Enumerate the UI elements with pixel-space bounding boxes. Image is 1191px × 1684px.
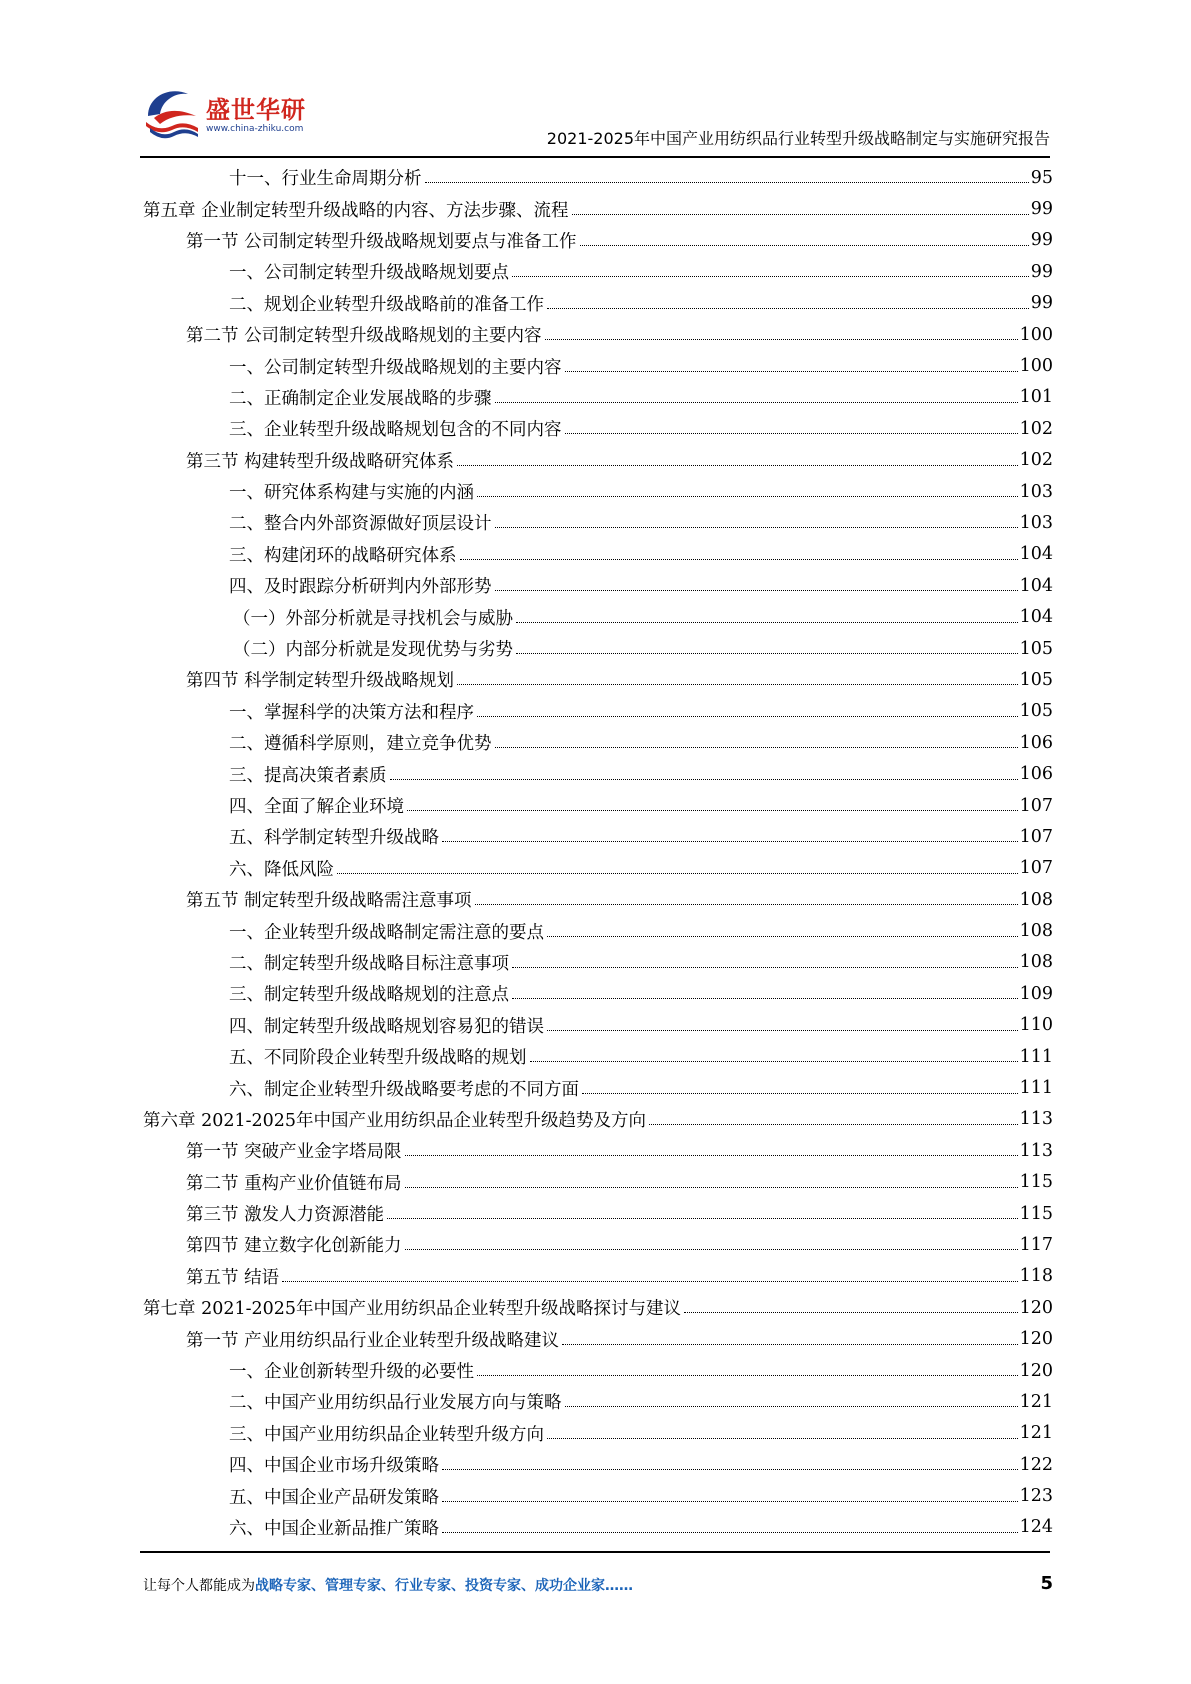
toc-entry-page: 107 [1019, 858, 1053, 879]
toc-entry-page: 108 [1019, 952, 1053, 973]
toc-entry[interactable] [143, 915, 1053, 946]
toc-leader-dots [565, 371, 1018, 372]
toc-entry[interactable] [143, 193, 1053, 224]
toc-entry-page: 123 [1019, 1486, 1053, 1507]
toc-entry[interactable] [143, 445, 1053, 476]
toc-leader-dots [516, 653, 1018, 654]
toc-leader-dots [562, 1344, 1018, 1345]
toc-entry-title: 四、及时跟踪分析研判内外部形势 [229, 573, 495, 598]
page-footer [143, 1575, 1053, 1599]
toc-entry-page: 105 [1019, 638, 1053, 659]
toc-leader-dots [495, 527, 1018, 528]
toc-leader-dots [547, 1438, 1018, 1439]
toc-leader-dots [565, 433, 1018, 434]
toc-entry[interactable] [143, 225, 1053, 256]
toc-entry-title: 第五章 企业制定转型升级战略的内容、方法步骤、流程 [143, 197, 572, 222]
toc-entry[interactable] [143, 1041, 1053, 1072]
toc-leader-dots [512, 276, 1029, 277]
toc-entry-title: 一、研究体系构建与实施的内涵 [229, 479, 477, 504]
toc-entry-title: 四、制定转型升级战略规划容易犯的错误 [229, 1013, 547, 1038]
toc-entry-page: 118 [1019, 1266, 1053, 1287]
toc-entry[interactable] [143, 1418, 1053, 1449]
toc-leader-dots [442, 1469, 1018, 1470]
toc-entry-title: 第四节 建立数字化创新能力 [186, 1232, 405, 1257]
toc-entry-page: 111 [1019, 1046, 1053, 1067]
toc-entry-title: 一、企业转型升级战略制定需注意的要点 [229, 919, 547, 944]
toc-entry-title: 第五节 结语 [186, 1264, 282, 1289]
toc-entry[interactable] [143, 947, 1053, 978]
toc-entry[interactable] [143, 601, 1053, 632]
toc-entry[interactable] [143, 539, 1053, 570]
toc-leader-dots [512, 998, 1018, 999]
toc-entry-title: 一、公司制定转型升级战略规划的主要内容 [229, 354, 565, 379]
header-divider [140, 156, 1050, 158]
toc-entry-page: 115 [1019, 1172, 1053, 1193]
toc-entry-title: 第二节 公司制定转型升级战略规划的主要内容 [186, 322, 545, 347]
toc-leader-dots [405, 1187, 1018, 1188]
toc-entry-title: 四、全面了解企业环境 [229, 793, 407, 818]
toc-leader-dots [582, 1093, 1018, 1094]
toc-entry-page: 95 [1030, 167, 1053, 188]
toc-entry-title: 三、制定转型升级战略规划的注意点 [229, 981, 512, 1006]
toc-leader-dots [405, 1249, 1018, 1250]
toc-entry-page: 106 [1019, 764, 1053, 785]
toc-entry-title: 第三节 激发人力资源潜能 [186, 1201, 387, 1226]
toc-entry-page: 99 [1030, 293, 1053, 314]
toc-leader-dots [495, 590, 1018, 591]
toc-entry-page: 108 [1019, 889, 1053, 910]
toc-leader-dots [477, 716, 1018, 717]
toc-leader-dots [580, 245, 1029, 246]
toc-entry-page: 99 [1030, 230, 1053, 251]
toc-entry-page: 99 [1030, 261, 1053, 282]
toc-entry-title: 第三节 构建转型升级战略研究体系 [186, 448, 457, 473]
toc-leader-dots [684, 1312, 1018, 1313]
toc-entry-page: 105 [1019, 701, 1053, 722]
toc-entry[interactable] [143, 696, 1053, 727]
toc-entry[interactable] [143, 727, 1053, 758]
toc-entry[interactable] [143, 382, 1053, 413]
toc-entry-page: 120 [1019, 1360, 1053, 1381]
page-header [140, 82, 1050, 152]
toc-entry-title: 第四节 科学制定转型升级战略规划 [186, 667, 457, 692]
toc-entry-title: 一、公司制定转型升级战略规划要点 [229, 259, 512, 284]
toc-entry-page: 104 [1019, 575, 1053, 596]
toc-entry-title: 第七章 2021-2025年中国产业用纺织品企业转型升级战略探讨与建议 [143, 1295, 684, 1320]
toc-leader-dots [337, 873, 1018, 874]
report-title: 2021-2025年中国产业用纺织品行业转型升级战略制定与实施研究报告 [546, 129, 1050, 148]
toc-entry-page: 121 [1019, 1423, 1053, 1444]
toc-entry-page: 100 [1019, 356, 1053, 377]
toc-entry[interactable] [143, 853, 1053, 884]
toc-entry-title: 第一节 产业用纺织品行业企业转型升级战略建议 [186, 1327, 562, 1352]
toc-entry-page: 115 [1019, 1203, 1053, 1224]
toc-entry-page: 120 [1019, 1297, 1053, 1318]
toc-entry[interactable] [143, 350, 1053, 381]
toc-entry[interactable] [143, 1167, 1053, 1198]
toc-entry-page: 106 [1019, 732, 1053, 753]
toc-entry-page: 104 [1019, 544, 1053, 565]
toc-entry-title: 六、制定企业转型升级战略要考虑的不同方面 [229, 1076, 582, 1101]
toc-entry-page: 107 [1019, 795, 1053, 816]
toc-entry[interactable] [143, 319, 1053, 350]
toc-entry-title: （二）内部分析就是发现优势与劣势 [233, 636, 516, 661]
toc-entry-title: 五、中国企业产品研发策略 [229, 1484, 442, 1509]
toc-entry-title: 二、中国产业用纺织品行业发展方向与策略 [229, 1389, 565, 1414]
toc-entry-page: 109 [1019, 983, 1053, 1004]
toc-entry-title: 五、不同阶段企业转型升级战略的规划 [229, 1044, 530, 1069]
toc-entry[interactable] [143, 1355, 1053, 1386]
toc-leader-dots [477, 1375, 1018, 1376]
toc-entry-title: 第二节 重构产业价值链布局 [186, 1170, 405, 1195]
toc-entry[interactable] [143, 162, 1053, 193]
toc-leader-dots [547, 308, 1029, 309]
toc-entry[interactable] [143, 1449, 1053, 1480]
toc-leader-dots [442, 841, 1018, 842]
toc-entry-title: 第一节 突破产业金字塔局限 [186, 1138, 405, 1163]
toc-entry-title: 二、制定转型升级战略目标注意事项 [229, 950, 512, 975]
toc-entry-page: 100 [1019, 324, 1053, 345]
toc-entry-page: 122 [1019, 1454, 1053, 1475]
toc-leader-dots [495, 747, 1018, 748]
toc-entry-page: 103 [1019, 512, 1053, 533]
toc-entry[interactable] [143, 821, 1053, 852]
toc-leader-dots [649, 1124, 1018, 1125]
toc-leader-dots [530, 1061, 1018, 1062]
toc-entry-title: 第五节 制定转型升级战略需注意事项 [186, 887, 475, 912]
toc-leader-dots [565, 1406, 1018, 1407]
toc-leader-dots [407, 810, 1018, 811]
toc-entry-title: 三、构建闭环的战略研究体系 [229, 542, 460, 567]
toc-entry[interactable] [143, 1072, 1053, 1103]
toc-entry[interactable] [143, 1292, 1053, 1323]
toc-entry-title: 二、规划企业转型升级战略前的准备工作 [229, 291, 547, 316]
toc-entry[interactable] [143, 476, 1053, 507]
toc-leader-dots [282, 1281, 1018, 1282]
toc-entry[interactable] [143, 664, 1053, 695]
toc-entry-page: 102 [1019, 418, 1053, 439]
toc-entry-title: 二、正确制定企业发展战略的步骤 [229, 385, 495, 410]
toc-entry-page: 113 [1019, 1140, 1053, 1161]
toc-entry[interactable] [143, 1229, 1053, 1260]
toc-entry-title: 十一、行业生命周期分析 [229, 165, 425, 190]
toc-entry-title: 一、企业创新转型升级的必要性 [229, 1358, 477, 1383]
toc-entry[interactable] [143, 1480, 1053, 1511]
toc-leader-dots [547, 1030, 1018, 1031]
toc-leader-dots [516, 622, 1018, 623]
toc-leader-dots [547, 936, 1018, 937]
toc-leader-dots [405, 1155, 1018, 1156]
footer-slogan-highlight: 战略专家、管理专家、行业专家、投资专家、成功企业家…… [255, 1578, 633, 1594]
toc-entry[interactable] [143, 1512, 1053, 1543]
toc-leader-dots [442, 1532, 1018, 1533]
toc-entry-title: 五、科学制定转型升级战略 [229, 824, 442, 849]
toc-entry[interactable] [143, 1386, 1053, 1417]
toc-entry-page: 121 [1019, 1391, 1053, 1412]
toc-entry[interactable] [143, 790, 1053, 821]
toc-entry[interactable] [143, 1135, 1053, 1166]
toc-entry-page: 107 [1019, 826, 1053, 847]
toc-leader-dots [512, 967, 1018, 968]
toc-entry-title: 四、中国企业市场升级策略 [229, 1452, 442, 1477]
toc-entry-title: 第六章 2021-2025年中国产业用纺织品企业转型升级趋势及方向 [143, 1107, 649, 1132]
toc-entry-page: 101 [1019, 387, 1053, 408]
toc-entry[interactable] [143, 1104, 1053, 1135]
logo-mark-icon [140, 82, 204, 142]
logo-text: 盛世华研 [206, 96, 306, 124]
toc-leader-dots [545, 339, 1018, 340]
toc-entry-title: 三、提高决策者素质 [229, 762, 390, 787]
toc-entry-page: 111 [1019, 1078, 1053, 1099]
toc-entry-title: （一）外部分析就是寻找机会与威胁 [233, 605, 516, 630]
toc-entry[interactable] [143, 884, 1053, 915]
toc-leader-dots [457, 684, 1018, 685]
toc-entry-title: 六、中国企业新品推广策略 [229, 1515, 442, 1540]
toc-entry-title: 一、掌握科学的决策方法和程序 [229, 699, 477, 724]
toc-entry-page: 124 [1019, 1517, 1053, 1538]
toc-entry[interactable] [143, 758, 1053, 789]
table-of-contents [143, 162, 1053, 1543]
toc-entry-page: 102 [1019, 450, 1053, 471]
page-number: 5 [1040, 1573, 1053, 1594]
toc-entry[interactable] [143, 413, 1053, 444]
toc-entry-title: 三、中国产业用纺织品企业转型升级方向 [229, 1421, 547, 1446]
toc-entry-page: 108 [1019, 921, 1053, 942]
toc-leader-dots [572, 214, 1029, 215]
toc-entry-page: 105 [1019, 669, 1053, 690]
toc-entry-page: 110 [1019, 1015, 1053, 1036]
toc-entry[interactable] [143, 288, 1053, 319]
toc-entry[interactable] [143, 1323, 1053, 1354]
toc-leader-dots [457, 465, 1018, 466]
toc-entry-page: 117 [1019, 1234, 1053, 1255]
footer-divider [140, 1551, 1050, 1553]
toc-entry[interactable] [143, 1261, 1053, 1292]
toc-entry-page: 120 [1019, 1329, 1053, 1350]
toc-entry[interactable] [143, 256, 1053, 287]
toc-entry-title: 三、企业转型升级战略规划包含的不同内容 [229, 416, 565, 441]
toc-entry-page: 103 [1019, 481, 1053, 502]
toc-entry[interactable] [143, 633, 1053, 664]
toc-entry[interactable] [143, 507, 1053, 538]
footer-slogan-prefix: 让每个人都能成为 [143, 1578, 255, 1594]
toc-entry-page: 113 [1019, 1109, 1053, 1130]
toc-entry[interactable] [143, 1198, 1053, 1229]
toc-entry-title: 第一节 公司制定转型升级战略规划要点与准备工作 [186, 228, 580, 253]
logo-url: www.china-zhiku.com [206, 124, 304, 134]
toc-leader-dots [475, 904, 1018, 905]
company-logo [140, 82, 310, 144]
toc-leader-dots [495, 402, 1018, 403]
toc-leader-dots [387, 1218, 1018, 1219]
toc-entry[interactable] [143, 1010, 1053, 1041]
toc-entry-title: 二、整合内外部资源做好顶层设计 [229, 510, 495, 535]
toc-entry-title: 二、遵循科学原则，建立竞争优势 [229, 730, 495, 755]
toc-entry-page: 99 [1030, 199, 1053, 220]
toc-entry-title: 六、降低风险 [229, 856, 337, 881]
toc-leader-dots [442, 1501, 1018, 1502]
toc-entry-page: 104 [1019, 607, 1053, 628]
toc-leader-dots [390, 779, 1018, 780]
toc-entry[interactable] [143, 978, 1053, 1009]
toc-leader-dots [425, 182, 1029, 183]
toc-leader-dots [460, 559, 1018, 560]
toc-entry[interactable] [143, 570, 1053, 601]
toc-leader-dots [477, 496, 1018, 497]
